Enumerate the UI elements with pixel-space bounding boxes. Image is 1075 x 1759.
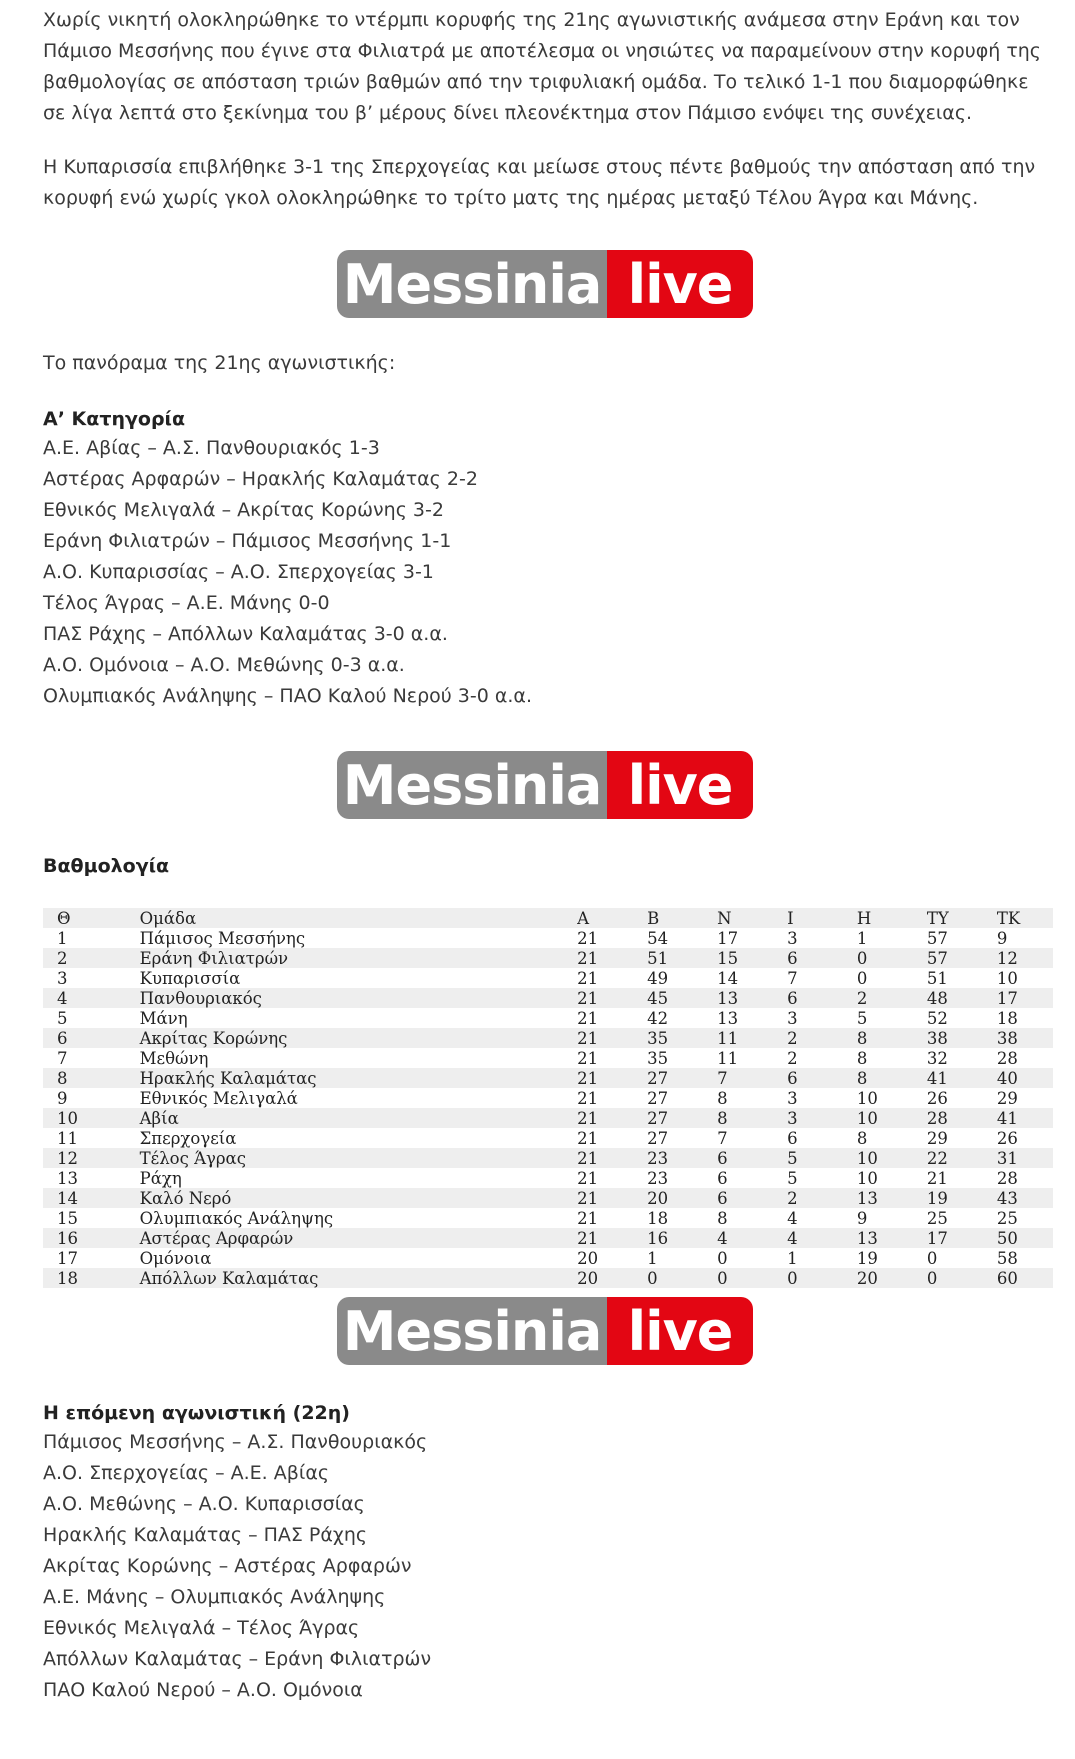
- team-name-cell: Πανθουριακός: [139, 988, 262, 1008]
- next-round-list: [43, 1427, 431, 1706]
- table-cell: 9: [856, 1208, 868, 1228]
- table-cell: 2: [787, 1188, 798, 1208]
- logo-right-text: live: [627, 753, 733, 817]
- table-cell: 5: [787, 1148, 798, 1168]
- table-cell: 8: [717, 1108, 728, 1128]
- table-cell: 38: [996, 1028, 1018, 1048]
- table-cell: 57: [926, 928, 948, 948]
- table-cell: 48: [926, 988, 948, 1008]
- table-cell: 15: [717, 948, 739, 968]
- table-cell: 7: [717, 1128, 728, 1148]
- table-cell: 42: [647, 1008, 669, 1028]
- next-round-title: Η επόμενη αγωνιστική (22η): [43, 1402, 350, 1424]
- table-cell: 27: [647, 1128, 669, 1148]
- article-paragraph-2: Η Κυπαρισσία επιβλήθηκε 3-1 της Σπερχογείας και μείωσε στους πέντε βαθμούς την απόσταση από την κορυφή ενώ χωρίς γκολ ολοκληρώθηκε το τρίτο ματς της ημέρας μεταξύ Τέλου Άγρα και Μάνης.: [43, 156, 1036, 209]
- table-cell: 6: [787, 948, 798, 968]
- table-cell: 21: [577, 1168, 599, 1188]
- table-row: [43, 968, 1053, 988]
- table-cell: 14: [57, 1188, 78, 1208]
- table-cell: 52: [926, 1008, 948, 1028]
- table-cell: 60: [996, 1268, 1018, 1288]
- table-cell: 27: [647, 1068, 669, 1088]
- table-cell: 10: [856, 1168, 878, 1188]
- article-paragraph-1: Χωρίς νικητή ολοκληρώθηκε το ντέρμπι κορυφής της 21ης αγωνιστικής ανάμεσα στην Εράνη και τον Πάμισο Μεσσήνης που έγινε στα Φιλιατρά με αποτέλεσμα οι νησιώτες να παραμείνουν στην κορυφή της βαθμολογίας σε απόσταση τριών βαθμών από την τριφυλιακή ομάδα. Το τελικό 1-1 που διαμορφώθηκε σε λίγα λεπτά στο ξεκίνημα του β’ μέρους δίνει πλεονέκτημα στον Πάμισο ενόψει της συνέχειας.: [43, 9, 1041, 124]
- table-cell: 12: [57, 1148, 78, 1168]
- table-cell: 49: [647, 968, 669, 988]
- table-cell: 21: [577, 1228, 599, 1248]
- table-cell: 25: [926, 1208, 948, 1228]
- table-cell: 41: [926, 1068, 948, 1088]
- team-name-cell: Εθνικός Μελιγαλά: [139, 1088, 298, 1108]
- fixture-item: Α.Ε. Μάνης – Ολυμπιακός Ανάληψης: [43, 1586, 386, 1608]
- table-cell: 28: [996, 1168, 1018, 1188]
- table-cell: 2: [787, 1028, 798, 1048]
- table-cell: 21: [577, 928, 599, 948]
- table-cell: 28: [996, 1048, 1018, 1068]
- table-row: [43, 1168, 1053, 1188]
- team-name-cell: Αστέρας Αρφαρών: [139, 1228, 294, 1248]
- table-cell: 0: [787, 1268, 798, 1288]
- table-cell: 6: [787, 1128, 798, 1148]
- fixture-item: Εθνικός Μελιγαλά – Τέλος Άγρας: [43, 1617, 360, 1639]
- logo-right-block: [607, 751, 753, 819]
- table-cell: 4: [787, 1208, 798, 1228]
- table-cell: 21: [577, 1028, 599, 1048]
- table-cell: 20: [856, 1268, 878, 1288]
- team-name-cell: Μεθώνη: [139, 1048, 209, 1068]
- results-list: [43, 433, 532, 712]
- fixture-item: Α.Ο. Μεθώνης – Α.Ο. Κυπαρισσίας: [43, 1493, 365, 1515]
- standings-header-row: [43, 908, 1053, 928]
- messinia-live-logo: [337, 250, 753, 318]
- table-cell: 16: [57, 1228, 78, 1248]
- standings-header-cell: Ν: [717, 908, 732, 928]
- team-name-cell: Ακρίτας Κορώνης: [139, 1028, 288, 1048]
- table-cell: 8: [856, 1128, 868, 1148]
- table-cell: 4: [57, 988, 68, 1008]
- table-cell: 21: [577, 968, 599, 988]
- table-cell: 6: [717, 1148, 728, 1168]
- result-item: Εθνικός Μελιγαλά – Ακρίτας Κορώνης 3-2: [43, 499, 444, 521]
- table-cell: 11: [57, 1128, 78, 1148]
- fixture-item: Πάμισος Μεσσήνης – Α.Σ. Πανθουριακός: [43, 1431, 428, 1453]
- team-name-cell: Πάμισος Μεσσήνης: [139, 928, 306, 948]
- table-cell: 20: [647, 1188, 669, 1208]
- table-cell: 2: [787, 1048, 798, 1068]
- result-item: Ολυμπιακός Ανάληψης – ΠΑΟ Καλού Νερού 3-0 α.α.: [43, 685, 532, 707]
- table-cell: 7: [57, 1048, 68, 1068]
- table-cell: 21: [577, 1208, 599, 1228]
- team-name-cell: Κυπαρισσία: [139, 968, 241, 988]
- table-row: [43, 1008, 1053, 1028]
- table-cell: 51: [926, 968, 948, 988]
- table-cell: 28: [926, 1108, 948, 1128]
- logo-right-block: [607, 250, 753, 318]
- table-cell: 17: [57, 1248, 78, 1268]
- fixture-item: Α.Ο. Σπερχογείας – Α.Ε. Αβίας: [43, 1462, 329, 1484]
- fixture-item: Απόλλων Καλαμάτας – Εράνη Φιλιατρών: [43, 1648, 432, 1670]
- table-cell: 1: [787, 1248, 798, 1268]
- table-cell: 6: [57, 1028, 68, 1048]
- logo-left-text: Messinia: [342, 753, 602, 817]
- team-name-cell: Καλό Νερό: [139, 1188, 232, 1208]
- table-row: [43, 988, 1053, 1008]
- table-cell: 11: [717, 1028, 739, 1048]
- table-cell: 10: [996, 968, 1018, 988]
- table-cell: 26: [926, 1088, 948, 1108]
- table-row: [43, 1068, 1053, 1088]
- table-cell: 17: [926, 1228, 948, 1248]
- table-cell: 1: [856, 928, 868, 948]
- table-cell: 3: [787, 1108, 798, 1128]
- table-cell: 22: [926, 1148, 948, 1168]
- table-cell: 21: [577, 1128, 599, 1148]
- table-cell: 6: [717, 1188, 728, 1208]
- table-row: [43, 948, 1053, 968]
- table-row: [43, 1148, 1053, 1168]
- messinia-live-logo: [337, 1297, 753, 1365]
- standings-title: Βαθμολογία: [43, 855, 170, 877]
- table-cell: 54: [647, 928, 669, 948]
- table-cell: 2: [57, 948, 68, 968]
- team-name-cell: Αβία: [139, 1108, 179, 1128]
- table-row: [43, 1108, 1053, 1128]
- table-cell: 8: [856, 1068, 868, 1088]
- standings-header-cell: Ομάδα: [139, 908, 197, 928]
- table-row: [43, 1028, 1053, 1048]
- table-cell: 27: [647, 1108, 669, 1128]
- standings-header-cell: Θ: [57, 908, 71, 928]
- next-round-section: [43, 1402, 431, 1706]
- table-cell: 27: [647, 1088, 669, 1108]
- table-row: [43, 1228, 1053, 1248]
- table-cell: 13: [717, 988, 739, 1008]
- table-cell: 13: [856, 1228, 878, 1248]
- table-cell: 18: [996, 1008, 1018, 1028]
- standings-header-cell: Ι: [787, 908, 794, 928]
- table-cell: 10: [856, 1088, 878, 1108]
- team-name-cell: Σπερχογεία: [139, 1128, 237, 1148]
- result-item: Α.Ο. Ομόνοια – Α.Ο. Μεθώνης 0-3 α.α.: [43, 654, 405, 676]
- table-cell: 35: [647, 1048, 669, 1068]
- table-cell: 15: [57, 1208, 78, 1228]
- standings-header-cell: Η: [856, 908, 872, 928]
- table-cell: 6: [787, 1068, 798, 1088]
- fixture-item: Ηρακλής Καλαμάτας – ΠΑΣ Ράχης: [43, 1524, 368, 1546]
- table-cell: 26: [996, 1128, 1018, 1148]
- standings-header-cell: ΤΥ: [926, 908, 949, 928]
- table-cell: 29: [996, 1088, 1018, 1108]
- table-cell: 21: [577, 1108, 599, 1128]
- table-cell: 4: [717, 1228, 728, 1248]
- team-name-cell: Ολυμπιακός Ανάληψης: [139, 1208, 334, 1228]
- result-item: Α.Ε. Αβίας – Α.Σ. Πανθουριακός 1-3: [43, 437, 380, 459]
- round-intro: Το πανόραμα της 21ης αγωνιστικής:: [43, 352, 396, 374]
- team-name-cell: Ράχη: [139, 1168, 182, 1188]
- table-cell: 6: [787, 988, 798, 1008]
- table-cell: 0: [717, 1268, 728, 1288]
- table-cell: 8: [717, 1208, 728, 1228]
- table-cell: 21: [577, 1068, 599, 1088]
- table-cell: 13: [717, 1008, 739, 1028]
- table-cell: 18: [647, 1208, 669, 1228]
- standings-header-cell: Β: [647, 908, 660, 928]
- table-cell: 51: [647, 948, 669, 968]
- table-cell: 0: [926, 1268, 938, 1288]
- table-cell: 0: [856, 948, 868, 968]
- table-row: [43, 1128, 1053, 1148]
- table-cell: 43: [996, 1188, 1018, 1208]
- table-cell: 7: [717, 1068, 728, 1088]
- result-item: Α.Ο. Κυπαρισσίας – Α.Ο. Σπερχογείας 3-1: [43, 561, 434, 583]
- table-cell: 0: [647, 1268, 658, 1288]
- logo-right-text: live: [627, 1299, 733, 1363]
- table-cell: 6: [717, 1168, 728, 1188]
- table-cell: 8: [57, 1068, 68, 1088]
- table-row: [43, 1248, 1053, 1268]
- table-cell: 19: [856, 1248, 878, 1268]
- table-cell: 19: [926, 1188, 948, 1208]
- table-cell: 8: [717, 1088, 728, 1108]
- fixture-item: Ακρίτας Κορώνης – Αστέρας Αρφαρών: [43, 1555, 412, 1577]
- table-cell: 8: [856, 1048, 868, 1068]
- table-cell: 9: [57, 1088, 68, 1108]
- results-section: [43, 408, 532, 712]
- table-row: [43, 1268, 1053, 1288]
- table-cell: 16: [647, 1228, 669, 1248]
- logo-left-block: [337, 1297, 607, 1365]
- table-row: [43, 1208, 1053, 1228]
- logo-left-text: Messinia: [342, 1299, 602, 1363]
- standings-header-cell: ΤΚ: [996, 908, 1021, 928]
- table-cell: 50: [996, 1228, 1018, 1248]
- table-cell: 13: [57, 1168, 78, 1188]
- table-cell: 4: [787, 1228, 798, 1248]
- table-cell: 21: [577, 988, 599, 1008]
- table-cell: 31: [996, 1148, 1018, 1168]
- table-cell: 41: [996, 1108, 1018, 1128]
- table-cell: 1: [57, 928, 68, 948]
- result-item: Τέλος Άγρας – Α.Ε. Μάνης 0-0: [43, 592, 330, 614]
- result-item: ΠΑΣ Ράχης – Απόλλων Καλαμάτας 3-0 α.α.: [43, 623, 448, 645]
- table-cell: 7: [787, 968, 798, 988]
- team-name-cell: Ηρακλής Καλαμάτας: [139, 1068, 317, 1088]
- table-cell: 10: [856, 1148, 878, 1168]
- table-cell: 17: [717, 928, 739, 948]
- table-cell: 8: [856, 1028, 868, 1048]
- table-cell: 58: [996, 1248, 1018, 1268]
- table-cell: 0: [926, 1248, 938, 1268]
- table-cell: 18: [57, 1268, 78, 1288]
- logo-left-text: Messinia: [342, 252, 602, 316]
- table-cell: 20: [577, 1248, 599, 1268]
- table-cell: 3: [787, 928, 798, 948]
- table-cell: 11: [717, 1048, 739, 1068]
- logo-left-block: [337, 751, 607, 819]
- table-cell: 5: [57, 1008, 68, 1028]
- table-cell: 32: [926, 1048, 948, 1068]
- table-cell: 3: [57, 968, 68, 988]
- table-cell: 17: [996, 988, 1018, 1008]
- table-cell: 5: [856, 1008, 868, 1028]
- table-cell: 14: [717, 968, 739, 988]
- table-cell: 21: [577, 948, 599, 968]
- fixture-item: ΠΑΟ Καλού Νερού – Α.Ο. Ομόνοια: [43, 1679, 363, 1701]
- table-cell: 3: [787, 1088, 798, 1108]
- team-name-cell: Απόλλων Καλαμάτας: [139, 1268, 319, 1288]
- messinia-live-logo: [337, 751, 753, 819]
- table-cell: 23: [647, 1148, 669, 1168]
- team-name-cell: Τέλος Άγρας: [139, 1148, 246, 1168]
- table-cell: 13: [856, 1188, 878, 1208]
- table-cell: 5: [787, 1168, 798, 1188]
- table-cell: 21: [577, 1088, 599, 1108]
- table-cell: 57: [926, 948, 948, 968]
- table-cell: 35: [647, 1028, 669, 1048]
- table-cell: 21: [577, 1008, 599, 1028]
- table-cell: 21: [577, 1148, 599, 1168]
- table-cell: 10: [57, 1108, 78, 1128]
- results-title: Α’ Κατηγορία: [43, 408, 186, 430]
- team-name-cell: Ομόνοια: [139, 1248, 212, 1268]
- table-row: [43, 1188, 1053, 1208]
- logo-left-block: [337, 250, 607, 318]
- table-cell: 21: [577, 1048, 599, 1068]
- result-item: Αστέρας Αρφαρών – Ηρακλής Καλαμάτας 2-2: [43, 468, 478, 490]
- table-row: [43, 1088, 1053, 1108]
- table-cell: 21: [577, 1188, 599, 1208]
- table-cell: 20: [577, 1268, 599, 1288]
- result-item: Εράνη Φιλιατρών – Πάμισος Μεσσήνης 1-1: [43, 530, 452, 552]
- table-cell: 3: [787, 1008, 798, 1028]
- table-cell: 40: [996, 1068, 1018, 1088]
- table-row: [43, 928, 1053, 948]
- table-cell: 0: [856, 968, 868, 988]
- table-cell: 2: [856, 988, 868, 1008]
- table-cell: 0: [717, 1248, 728, 1268]
- table-cell: 21: [926, 1168, 948, 1188]
- team-name-cell: Μάνη: [139, 1008, 188, 1028]
- table-cell: 38: [926, 1028, 948, 1048]
- table-cell: 9: [996, 928, 1008, 948]
- team-name-cell: Εράνη Φιλιατρών: [139, 948, 289, 968]
- standings-header-cell: Α: [577, 908, 590, 928]
- logo-right-block: [607, 1297, 753, 1365]
- table-row: [43, 1048, 1053, 1068]
- logo-right-text: live: [627, 252, 733, 316]
- table-cell: 45: [647, 988, 669, 1008]
- table-cell: 1: [647, 1248, 658, 1268]
- table-cell: 29: [926, 1128, 948, 1148]
- table-cell: 25: [996, 1208, 1018, 1228]
- standings-table: [43, 908, 1053, 1288]
- table-cell: 12: [996, 948, 1018, 968]
- table-cell: 23: [647, 1168, 669, 1188]
- table-cell: 10: [856, 1108, 878, 1128]
